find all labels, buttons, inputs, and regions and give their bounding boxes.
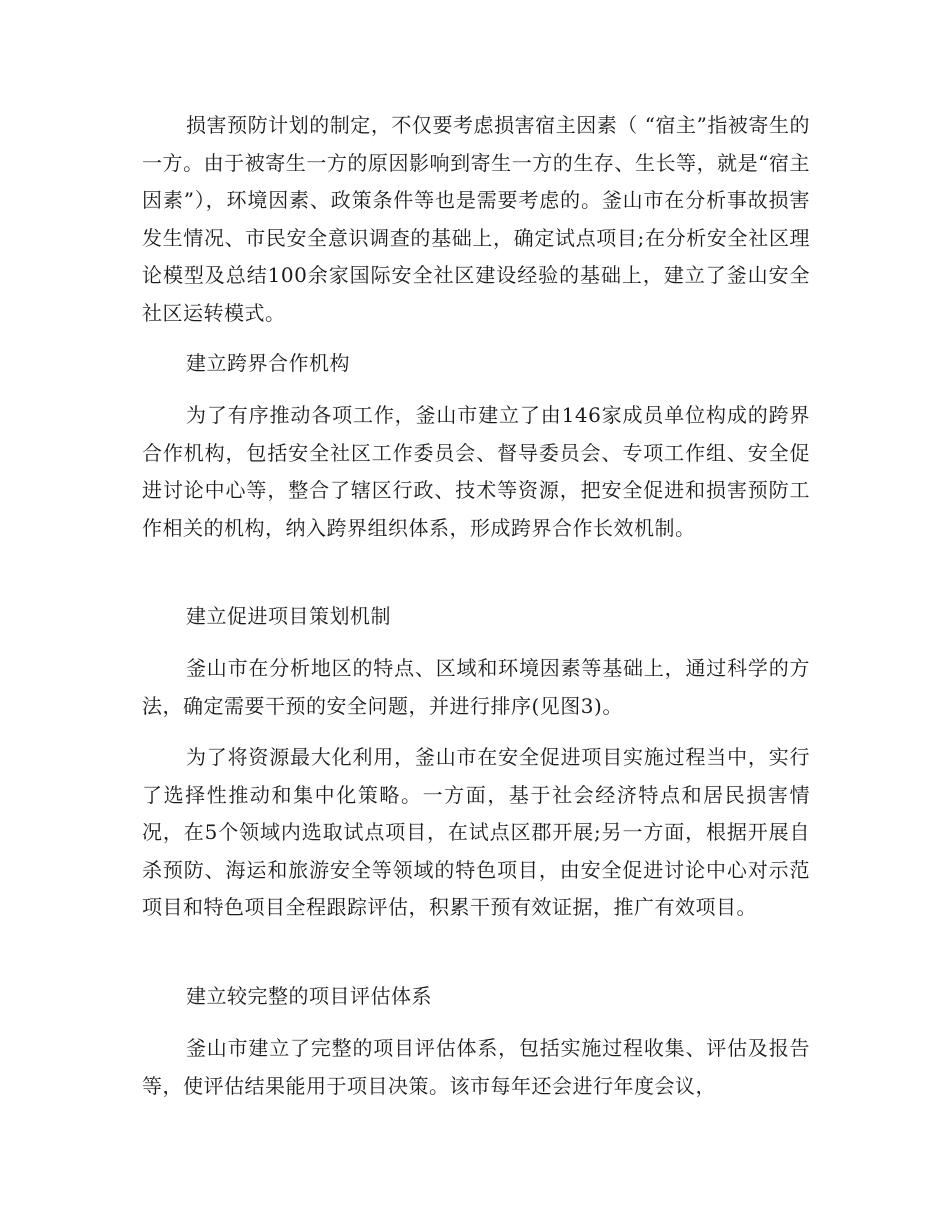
paragraph-cross-sector-agency: 为了有序推动各项工作，釜山市建立了由146家成员单位构成的跨界合作机构，包括安全社区工作委员会、督导委员会、专项工作组、安全促进讨论中心等，整合了辖区行政、技术等资源，把安全促进和损害预防工作相关的机构，纳入跨界组织体系，形成跨界合作长效机制。 bbox=[142, 403, 810, 540]
paragraph-project-planning: 釜山市在分析地区的特点、区域和环境因素等基础上，通过科学的方法，确定需要干预的安全问题，并进行排序(见图3)。 bbox=[142, 656, 810, 718]
heading-project-planning: 建立促进项目策划机制 bbox=[186, 604, 391, 628]
heading-evaluation-system: 建立较完整的项目评估体系 bbox=[186, 984, 432, 1008]
paragraph-evaluation-system: 釜山市建立了完整的项目评估体系，包括实施过程收集、评估及报告等，使评估结果能用于项目决策。该市每年还会进行年度会议， bbox=[142, 1036, 810, 1098]
paragraph-host-factors: 损害预防计划的制定，不仅要考虑损害宿主因素（ “宿主”指被寄生的一方。由于被寄生一方的原因影响到寄生一方的生存、生长等，就是“宿主因素”），环境因素、政策条件等也是需要考虑的。釜山市在分析事故损害发生情况、市民安全意识调查的基础上，确定试点项目;在分析安全社区理论模型及总结100余家国际安全社区建设经验的基础上，建立了釜山安全社区运转模式。 bbox=[142, 113, 810, 325]
heading-cross-sector-agency: 建立跨界合作机构 bbox=[186, 351, 350, 375]
paragraph-resource-strategy: 为了将资源最大化利用，釜山市在安全促进项目实施过程当中，实行了选择性推动和集中化策略。一方面，基于社会经济特点和居民损害情况，在5个领域内选取试点项目，在试点区郡开展;另一方面，根据开展自杀预防、海运和旅游安全等领域的特色项目，由安全促进讨论中心对示范项目和特色项目全程跟踪评估，积累干预有效证据，推广有效项目。 bbox=[142, 745, 810, 919]
